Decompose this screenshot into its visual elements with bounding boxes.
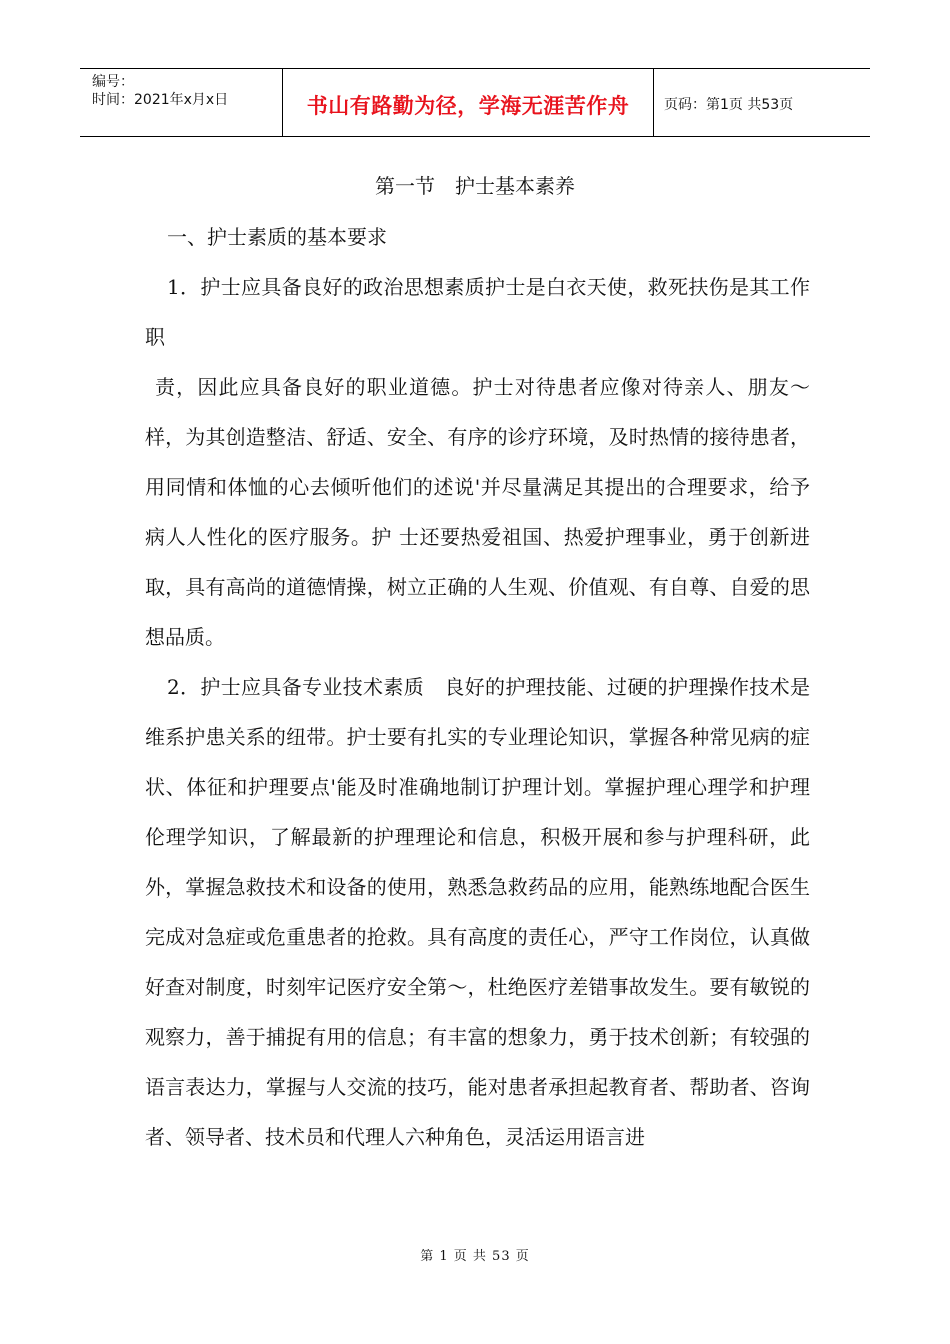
header-motto-cell: [283, 69, 654, 136]
number-label: 编号：: [92, 74, 134, 90]
document-body: [145, 212, 810, 1162]
page-info: 页码：第1页 共53页: [664, 96, 794, 113]
header-meta-cell: [80, 69, 283, 136]
item-2-paragraph: 2．护士应具备专业技术素质 良好的护理技能、过硬的护理操作技术是维系护患关系的纽带。护士要有扎实的专业理论知识，掌握各种常见病的症状、体征和护理要点'能及时准确地制订护理计划。掌握护理心理学和护理伦理学知识，了解最新的护理理论和信息，积极开展和参与护理科研，此外，掌握急救技术和设备的使用，熟悉急救药品的应用，能熟练地配合医生完成对急症或危重患者的抢救。具有高度的责任心，严守工作岗位，认真做好查对制度，时刻牢记医疗安全第～，杜绝医疗差错事故发生。要有敏锐的观察力，善于捕捉有用的信息；有丰富的想象力，勇于技术创新；有较强的语言表达力，掌握与人交流的技巧，能对患者承担起教育者、帮助者、咨询者、领导者、技术员和代理人六种角色，灵活运用语言进: [145, 675, 810, 1149]
header-table: [80, 68, 870, 137]
date-label: 时间：2021年x月x日: [92, 92, 229, 108]
motto-text: 书山有路勤为径，学海无涯苦作舟: [306, 93, 630, 118]
heading-basic-requirements: 一、护士素质的基本要求: [167, 225, 387, 249]
page-footer: 第 1 页 共 53 页: [420, 1249, 530, 1264]
item-1-paragraph: 责，因此应具备良好的职业道德。护士对待患者应像对待亲人、朋友～样，为其创造整洁、舒适、安全、有序的诊疗环境，及时热情的接待患者，用同情和体恤的心去倾听他们的述说'并尽量满足其提出的合理要求，给予病人人性化的医疗服务。护 士还要热爱祖国、热爱护理事业，勇于创新进取，具有高尚的道德情操，树立正确的人生观、价值观、有自尊、自爱的思想品质。: [145, 375, 810, 649]
header-page-cell: [654, 69, 870, 136]
item-1-first-line: 1．护士应具备良好的政治思想素质护士是白衣天使，救死扶伤是其工作职: [145, 275, 810, 349]
section-title: 第一节 护士基本素养: [375, 174, 575, 198]
